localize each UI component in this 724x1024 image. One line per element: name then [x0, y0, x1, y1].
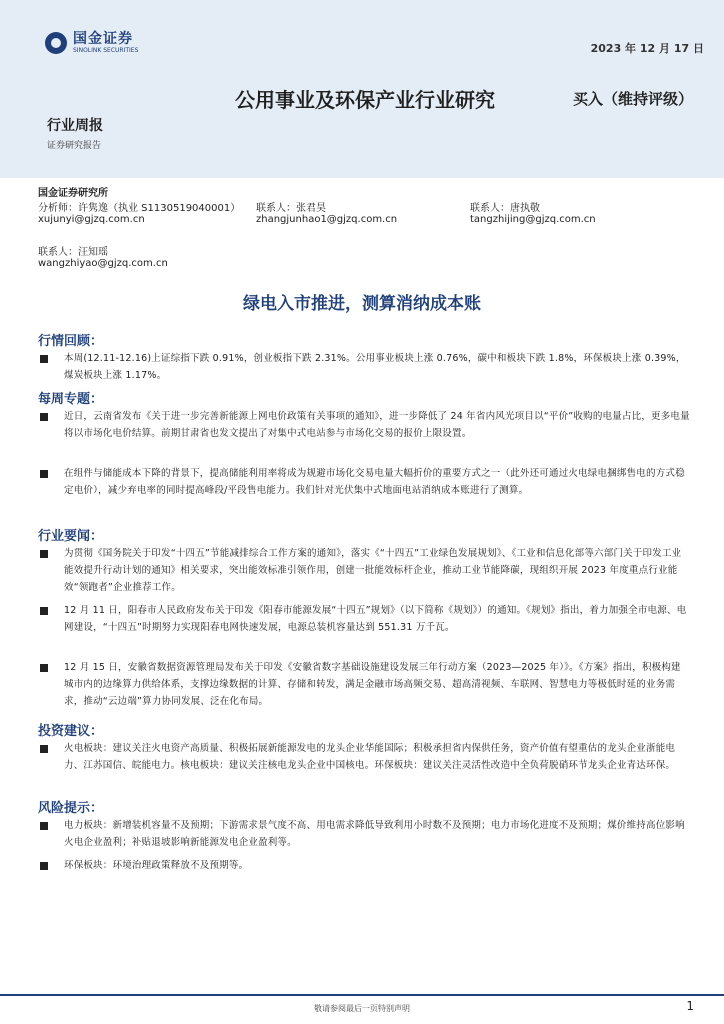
contact-1-label: 联系人：张君昊	[256, 203, 326, 214]
bullet-icon	[40, 470, 48, 478]
risk-item: 电力板块：新增装机容量不及预期；下游需求景气度不高、用电需求降低导致利用小时数不及预期；电力市场化进度不及预期；煤价维持高位影响火电企业盈利；补贴退坡影响新能源发电企业盈利等。	[64, 820, 685, 848]
market-review-item: 本周(12.11-12.16)上证综指下跌 0.91%，创业板指下跌 2.31%。公用事业板块上涨 0.76%，碳中和板块下跌 1.8%，环保板块上涨 0.39%，煤炭板块上涨 1.17%。	[64, 353, 686, 381]
bullet-icon	[40, 822, 48, 830]
org-name: 国金证券研究所	[38, 188, 108, 199]
bullet-icon	[40, 413, 48, 421]
report-type: 行业周报	[47, 118, 103, 134]
section-industry-news-heading: 行业要闻：	[38, 529, 104, 544]
bullet-icon	[40, 862, 48, 870]
bullet-icon	[40, 745, 48, 753]
logo-en: SINOLINK SECURITIES	[73, 47, 139, 54]
rating: 买入（维持评级）	[573, 90, 694, 108]
contact-3-email[interactable]: wangzhiyao@gjzq.com.cn	[38, 258, 168, 269]
contact-3-label: 联系人：汪知瑶	[38, 247, 108, 258]
footer-divider	[0, 994, 724, 996]
contact-2-email[interactable]: tangzhijing@gjzq.com.cn	[470, 214, 596, 225]
contact-2-label: 联系人：唐执敬	[470, 203, 540, 214]
bullet-icon	[40, 550, 48, 558]
report-subtype: 证券研究报告	[47, 141, 102, 151]
bullet-icon	[40, 355, 48, 363]
footer-disclaimer[interactable]: 敬请参阅最后一页特别声明	[314, 1004, 410, 1013]
bullet-icon	[40, 607, 48, 615]
weekly-topic-item: 在组件与储能成本下降的背景下，提高储能利用率将成为规避市场化交易电量大幅折价的重要方式之一（此外还可通过火电绿电捆绑售电的方式稳定电价），减少弃电率的同时提高峰段/平段售电能力。我们针对光伏集中式地面电站消纳成本账进行了测算。	[64, 468, 685, 496]
report-date: 2023 年 12 月 17 日	[590, 42, 704, 55]
section-investment-heading: 投资建议：	[38, 724, 104, 739]
page-number: 1	[686, 999, 694, 1013]
industry-news-item: 12 月 15 日，安徽省数据资源管理局发布关于印发《安徽省数字基础设施建设发展三年行动方案（2023—2025 年）》。《方案》指出，积极构建城市内的边缘算力供给体系，支撑边缘数据的计算、存储和转发，满足金融市场高频交易、超高清视频、车联网、智慧电力等极低时延的业务需求，推动“云边端”算力协同发展、泛在化布局。	[64, 662, 681, 707]
analyst-1-email[interactable]: xujunyi@gjzq.com.cn	[38, 214, 145, 225]
logo-cn: 国金证券	[73, 31, 133, 47]
bullet-icon	[40, 664, 48, 672]
industry-news-item: 12 月 11 日，阳春市人民政府发布关于印发《阳春市能源发展“十四五”规划》（以下简称《规划》）的通知。《规划》指出，着力加强全市电源、电网建设，“十四五”时期努力实现阳春电网快速发展，电源总装机容量达到 551.31 万千瓦。	[64, 605, 687, 633]
investment-item: 火电板块：建议关注火电资产高质量、积极拓展新能源发电的龙头企业华能国际；积极承担省内保供任务，资产价值有望重估的龙头企业浙能电力、江苏国信、皖能电力。核电板块：建议关注核电龙头企业中国核电。环保板块：建议关注灵活性改造中全负荷脱硝环节龙头企业青达环保。	[64, 743, 676, 771]
sinolink-logo	[45, 31, 138, 55]
sector-title: 公用事业及环保产业行业研究	[235, 88, 495, 112]
contact-1-email[interactable]: zhangjunhao1@gjzq.com.cn	[256, 214, 398, 225]
weekly-topic-item: 近日，云南省发布《关于进一步完善新能源上网电价政策有关事项的通知》，进一步降低了 24 年省内风光项目以“平价”收购的电量占比，更多电量将以市场化电价结算。前期甘肃省也发文提出了对集中式电站参与市场化交易的报价上限设置。	[64, 411, 690, 439]
risk-item: 环保板块：环境治理政策释放不及预期等。	[64, 860, 249, 871]
section-risk-heading: 风险提示：	[38, 801, 104, 816]
section-market-review-heading: 行情回顾：	[38, 334, 104, 349]
report-title: 绿电入市推进，测算消纳成本账	[243, 294, 481, 314]
industry-news-item: 为贯彻《国务院关于印发“十四五”节能减排综合工作方案的通知》，落实《“十四五”工业绿色发展规划》、《工业和信息化部等六部门关于印发工业能效提升行动计划的通知》相关要求，突出能效标准引领作用，创建一批能效标杆企业，推动工业节能降碳，现组织开展 2023 年度重点行业能效“领跑者”企业推荐工作。	[64, 548, 682, 593]
analyst-1-label: 分析师：许隽逸（执业 S1130519040001）	[38, 203, 241, 214]
logo-mark-icon	[45, 32, 67, 54]
section-weekly-topic-heading: 每周专题：	[38, 392, 104, 407]
